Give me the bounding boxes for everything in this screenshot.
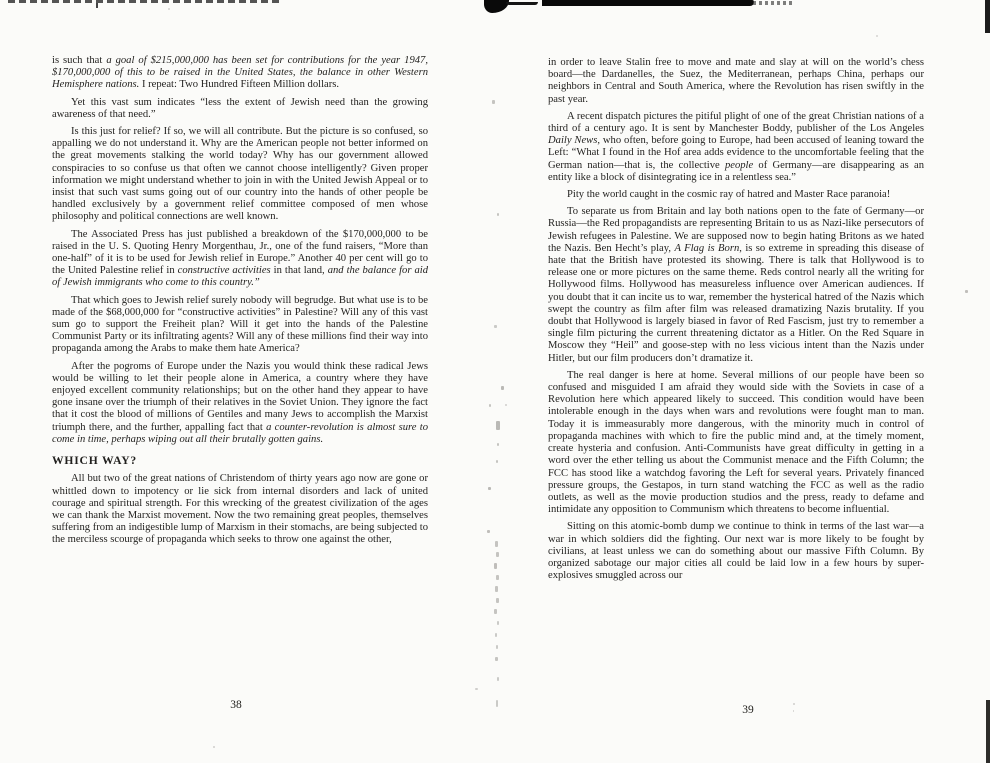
scan-speck [494,563,497,569]
scan-speck [497,443,499,446]
text-run: constructive activities [177,265,271,277]
text-run: The real danger is here at home. Several millions of our people have been so confused and misguided I am afraid they would side with the Soviets in case of a Revolution here which appeared likely to succeed. This condition would have been intolerable enough in the days when wars and revolutions were fought man to man. Today it is immeasurably more dangerous, with the minority much in control of propaganda machines with which to fire the public mind and, at the timely moment, create hysteria and confusion. Anti-Communists have great difficulty in getting in a word over the ether telling us about the Communist menace and the Fifth Column; the FCC has stood like a watchdog favoring the Left for several years. Privately financed pressure groups, the Gestapos, in turn stand watching the FCC as well as the radio outlets, as well as the movie production studios and the press, ready to defame and intimidate any opposition to Communism which threatens to become influential. [548,369,924,516]
text-run: I repeat: Two Hundred Fifteen Million dollars. [139,79,340,91]
scan-speck [494,609,497,614]
text-run: Pity the world caught in the cosmic ray of hatred and Master Race paranoia! [567,189,891,201]
text-run: and the balance for aid of Jewish immigrants who come to this country.” [52,265,428,289]
scan-speck [495,657,498,661]
scan-speck [497,621,499,625]
scan-artifact-tick [96,3,98,8]
text-run: A Flag is Born [674,242,740,254]
text-run: The Associated Press has just published a breakdown of the $170,000,000 to be raised in the U. S. Quoting Henry Morgenthau, Jr., one of the fund raisers, “More than one-half” of it is to be used for Jewish relief in Europe.” Another 40 per cent will go to the United Palestine relief in [52,228,428,277]
scan-speck [876,35,878,37]
text-run: Sitting on this atomic-bomb dump we continue to think in terms of the last war—a war in which soldiers did the fighting. Our next war is more likely to be fought by civilians, at least unless we can do something about our massive Fifth Column. By organized sabotage our major cities all could be laid low in a few hours by super-explosives smuggled across our [548,521,924,582]
left-page-text [52,55,428,552]
scan-speck [793,710,794,712]
scan-speck [494,325,497,328]
text-run: of Germany—are disappearing as an entity like a block of disintegrating ice in a relentless sea.” [548,159,924,183]
scan-speck [496,421,500,430]
paragraph [52,295,428,356]
scan-speck [496,552,499,557]
right-page-text [548,57,924,587]
text-run: , is so extreme in spreading this disease of hate that the British have protested its showing. There is talk that Hollywood is to release one or more pictures on the same theme. Reds control nearly all the writing for Hollywood films. Hollywood has measureless influence over American audiences. If you doubt that it can incite us to war, remember the hysterical hatred of the Nazis which swept the country as film after film was released dramatizing Nazis brutality. If you doubt that Hollywood is largely biased in favor of Red Fascism, just try to remember a single film picturing the current threatening dictator as a Hitler. On the Red Square in Moscow they “Heil” and goose-step with no less vicious intent than the Nazis under Hitler, but our film producers don’t dramatize it. [548,242,924,364]
scan-speck [497,677,499,681]
text-run: a goal of $215,000,000 has been set for contributions for the year 1947, $170,000,000 of this to be raised in the United States, the balance in other Western Hemisphere nations. [52,55,428,91]
scan-speck [492,100,495,104]
scan-speck [496,700,498,707]
scan-speck [475,688,478,690]
text-run: Is this just for relief? If so, we will all contribute. But the picture is so confused, so appalling we do not understand it. Why are the American people not better informed on the great movements stalking the world today? Why has our government allowed conspiracies to so confuse us that often we cannot choose intelligently? Given proper information we might understand whether to join in with the United Jewish Appeal or to insist that such vast sums going out of our country into the hands of other people be handled exclusively by a government relief committee composed of men whose philosophy and political connections are well known. [52,126,428,223]
paragraph [52,97,428,121]
scan-speck [505,404,507,406]
text-run: To separate us from Britain and lay both nations open to the fate of Germany—or Russia—the Red propagandists are representing Britain to us as Nazi-like persecutors of Jewish refugees in Palestine. We are supposed now to begin hating Britons as we hated the Nazis. Ben Hecht’s play, [548,206,924,254]
text-run: a counter-revolution is almost sure to come in time, perhaps wiping out all their brutally gotten gains. [52,421,428,445]
scan-speck [489,404,491,407]
scan-speck [496,460,498,463]
paragraph [52,473,428,546]
section-heading: WHICH WAY? [52,454,137,468]
scan-speck [497,213,499,216]
text-run: A recent dispatch pictures the pitiful plight of one of the great Christian nations of a third of a century ago. It is sent by Manchester Boddy, publisher of the Los Angeles [548,110,924,135]
text-run: All but two of the great nations of Christendom of thirty years ago now are gone or whittled down to impotency or lie sick from internal disorders and lack of united courage and spiritual strength. For this wrecking of the greatest civilization of the ages we can thank the Marxist movement. Now the two remaining great peoples, themselves suffering from an indigestible lump of Marxism in their stomachs, are being subjected to the merciless scourge of propaganda which seeks to throw one against the other, [52,473,428,546]
scan-artifact-top-bar [542,0,754,6]
scan-speck [168,8,170,10]
text-run: That which goes to Jewish relief surely nobody will begrudge. But what use is to be made of the $68,000,000 for “constructive activities” in Palestine? Will any of this vast sum go to support the Freiheit plan? Will it get into the hands of the Palestine Communist Party or its infiltrating agents? Will any of these millions find their way into propaganda among the Arabs to make them hate America? [52,294,428,355]
scan-speck [213,746,215,748]
text-run: in order to leave Stalin free to move and mate and slay at will on the world’s chess board—the Dardanelles, the Suez, the Mediterranean, perhaps China, perhaps our neighbors in Central and South America, where the Revolution has risen swiftly in the past year. [548,57,924,105]
scan-speck [488,487,491,490]
scan-artifact-ink-blob-tail [506,2,538,5]
scan-speck [965,290,968,293]
scan-speck [495,586,498,592]
text-run: After the pogroms of Europe under the Nazis you would think these radical Jews would be willing to let their people alone in America, a country where they have enjoyed excellent community relationships; but on the other hand they appear to have gone insane over the triumph of their relatives in the Soviet Union. They ignore the fact that it cost the blood of millions of Gentiles and many Jews to accomplish the Marxist triumph there, and the further, appalling fact that [52,360,428,433]
scan-speck [495,633,497,637]
paragraph [52,229,428,290]
scan-artifact-right-edge-top [985,0,990,33]
paragraph [548,370,924,516]
text-run: is such that [52,55,107,66]
page-number-right: 39 [742,704,754,716]
scan-artifact-right-edge-bottom [986,700,990,763]
text-run: Yet this vast sum indicates “less the extent of Jewish need than the growing awareness of that need.” [52,96,428,120]
paragraph [548,206,924,365]
scan-speck [487,530,490,533]
text-run: in that land, [270,265,328,277]
scan-artifact-top-dashed-line [8,0,280,3]
paragraph [548,57,924,106]
paragraph [52,361,428,446]
scan-speck [495,541,498,547]
paragraph [548,189,924,201]
paragraph [52,55,428,92]
scan-speck [793,703,795,705]
page-number-left: 38 [230,699,242,711]
scan-speck [496,598,499,603]
text-run: people [724,159,754,171]
scan-speck [496,645,498,649]
scan-artifact-top-bar-speckle [753,1,795,5]
paragraph [52,126,428,224]
text-run: Daily News [548,135,598,147]
paragraph [548,521,924,582]
scan-speck [496,575,499,580]
paragraph [548,111,924,184]
text-run: , who often, before going to Europe, had been accused of leaning toward the Left: “What I found in the Hof area adds evidence to the uncomfortable feeling that the German nation—that is, the collective [548,135,924,171]
scan-speck [501,386,504,390]
